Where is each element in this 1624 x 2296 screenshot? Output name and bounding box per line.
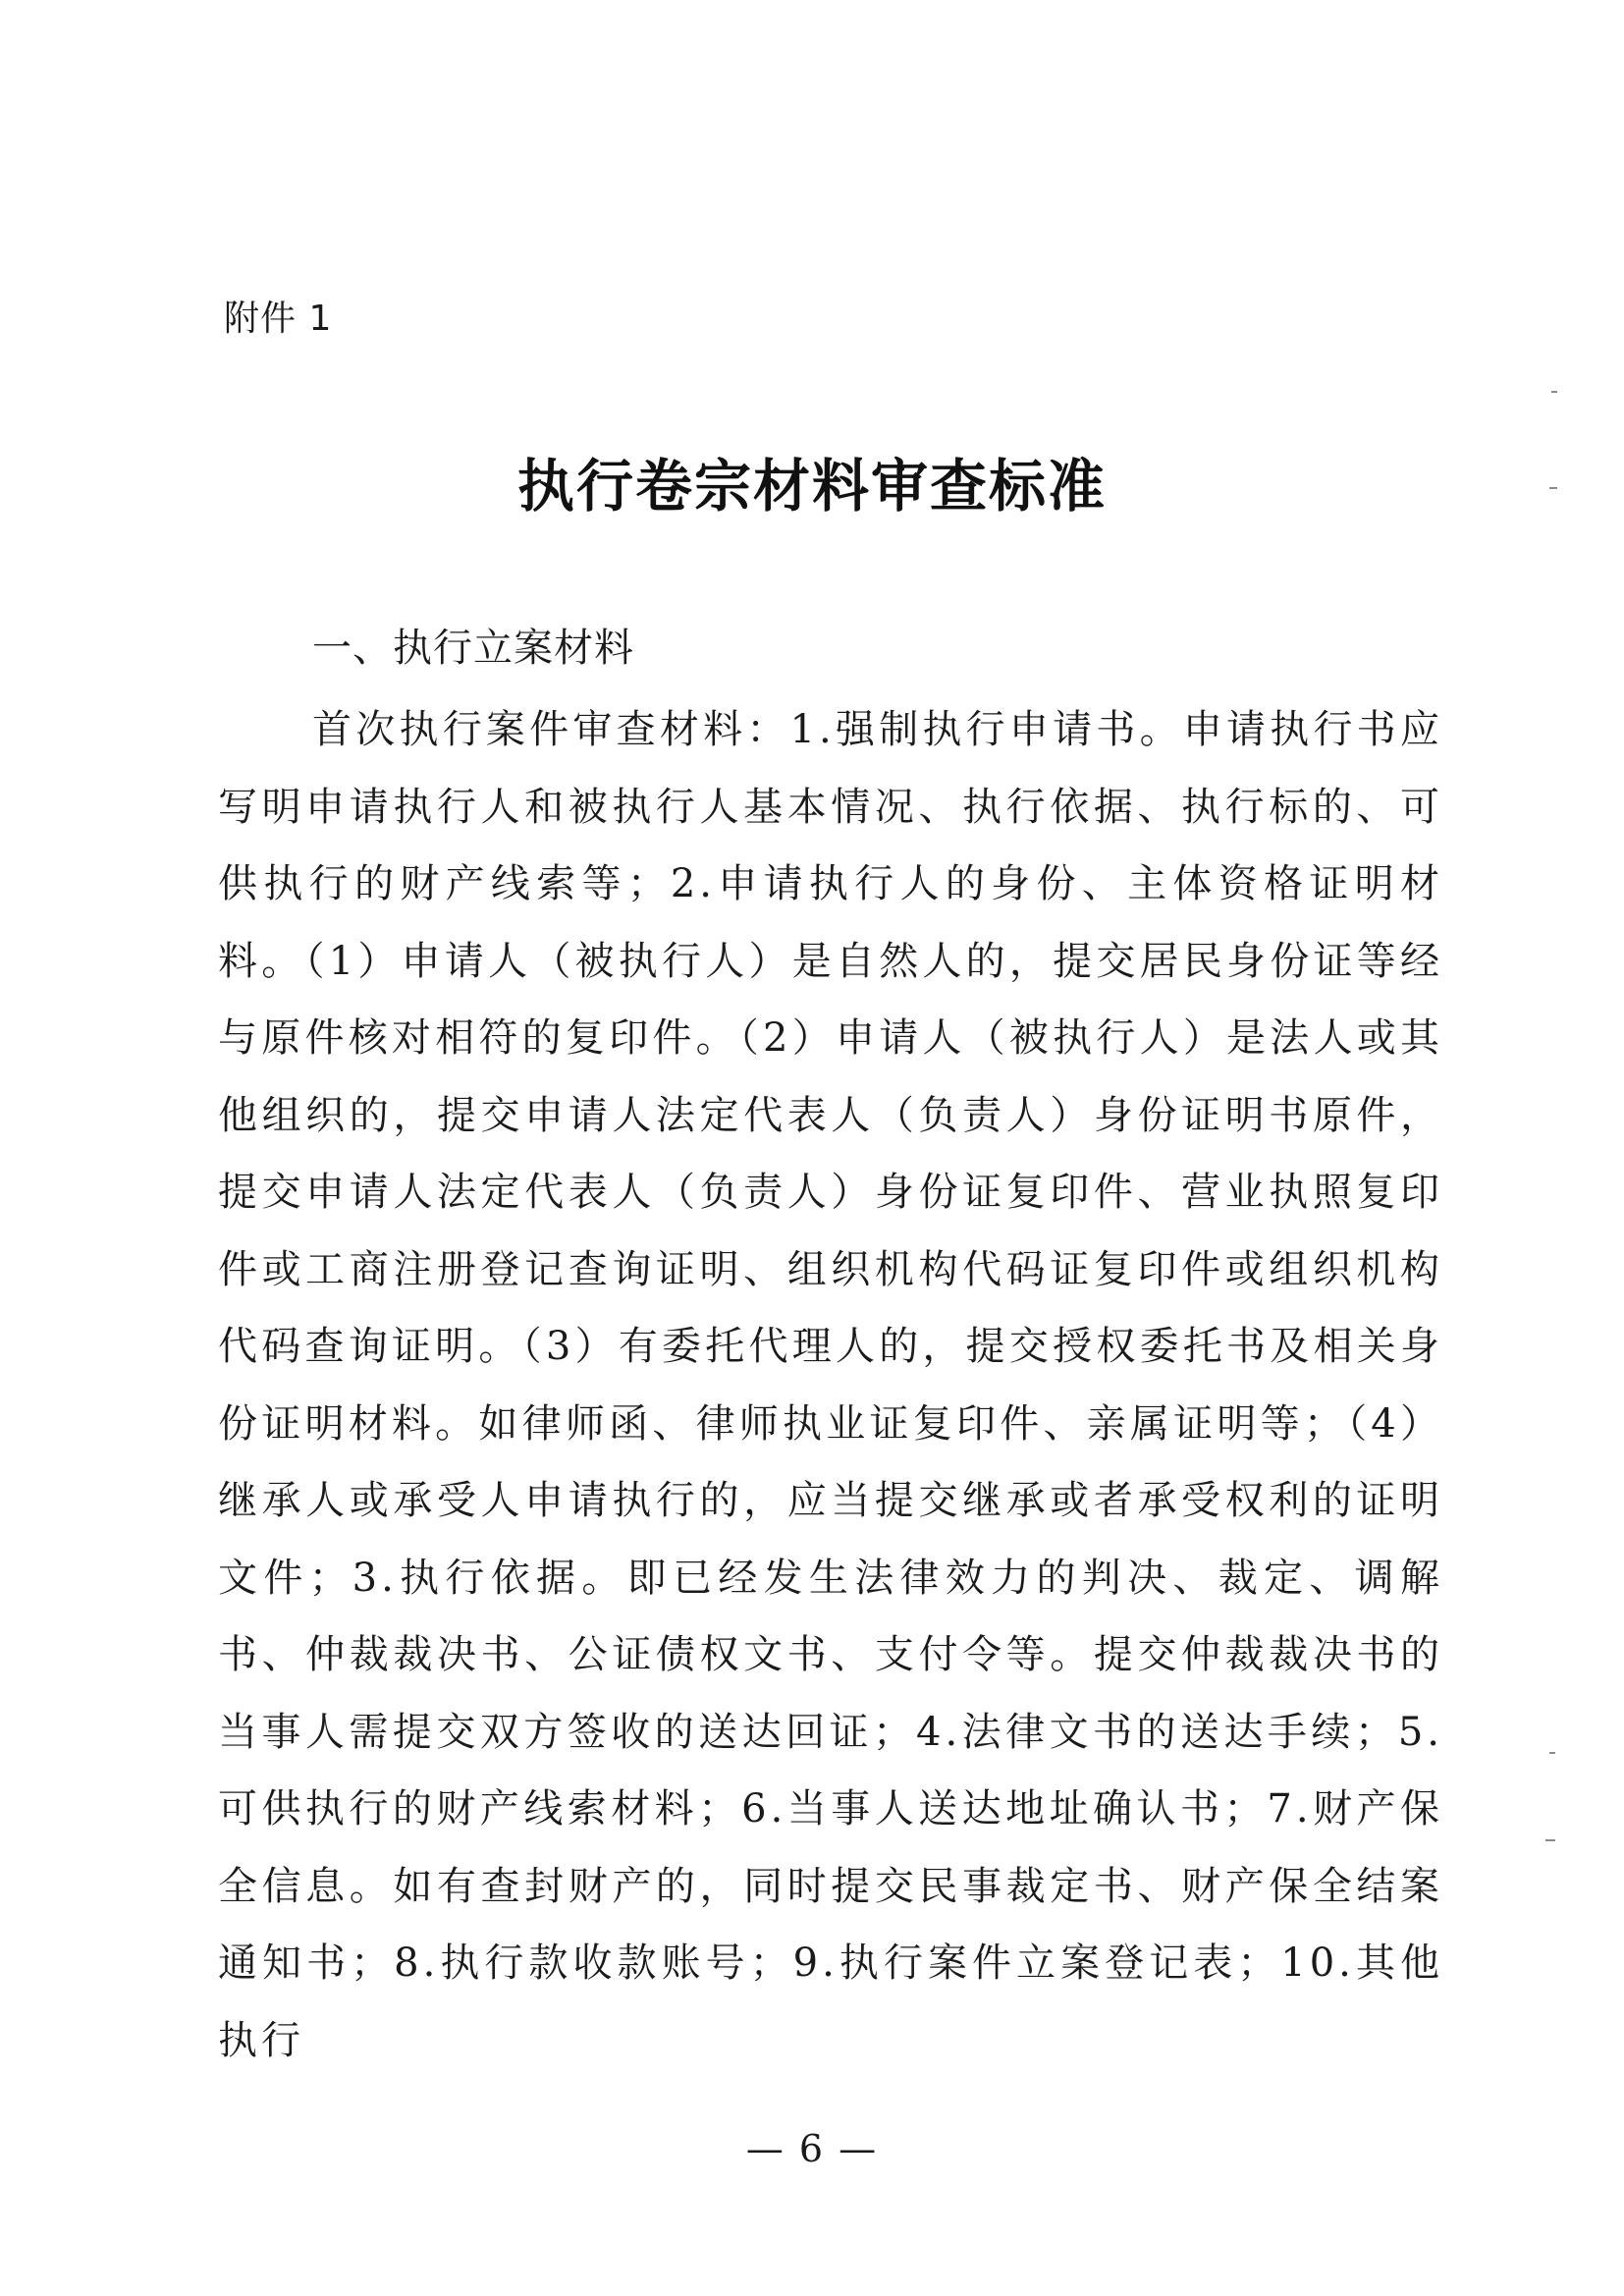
- body-paragraph: 首次执行案件审查材料：1.强制执行申请书。申请执行书应写明申请执行人和被执行人基本情况、执行依据、执行标的、可供执行的财产线索等；2.申请执行人的身份、主体资格证明材料。（1）申请人（被执行人）是自然人的，提交居民身份证等经与原件核对相符的复印件。（2）申请人（被执行人）是法人或其他组织的，提交申请人法定代表人（负责人）身份证明书原件，提交申请人法定代表人（负责人）身份证复印件、营业执照复印件或工商注册登记查询证明、组织机构代码证复印件或组织机构代码查询证明。（3）有委托代理人的，提交授权委托书及相关身份证明材料。如律师函、律师执业证复印件、亲属证明等；（4）继承人或承受人申请执行的，应当提交继承或者承受权利的证明文件；3.执行依据。即已经发生法律效力的判决、裁定、调解书、仲裁裁决书、公证债权文书、支付令等。提交仲裁裁决书的当事人需提交双方签收的送达回证；4.法律文书的送达手续；5.可供执行的财产线索材料；6.当事人送达地址确认书；7.财产保全信息。如有查封财产的，同时提交民事裁定书、财产保全结案通知书；8.执行款收款账号；9.执行案件立案登记表；10.其他执行: [218, 707, 1443, 2063]
- scan-mark: [1545, 1839, 1555, 1841]
- page-number: — 6 —: [745, 2127, 879, 2170]
- scan-mark: [1549, 1752, 1555, 1754]
- document-title: 执行卷宗材料审查标准: [516, 453, 1107, 519]
- attachment-label: 附件 1: [224, 299, 333, 339]
- section-heading: 一、执行立案材料: [312, 626, 634, 671]
- scan-mark: [1551, 391, 1557, 393]
- scan-mark: [1549, 487, 1557, 489]
